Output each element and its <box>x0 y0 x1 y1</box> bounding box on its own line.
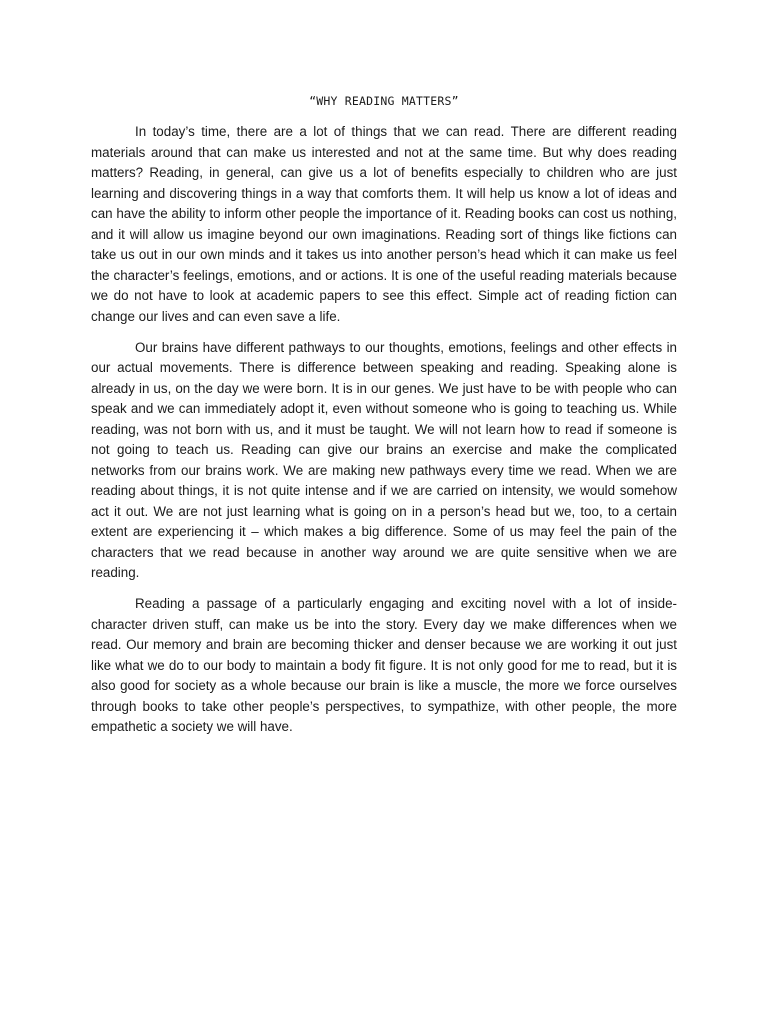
paragraph-1: In today’s time, there are a lot of things that we can read. There are different reading materials around that can make us interested and not at the same time. But why does reading matters? Reading, in general, can give us a lot of benefits especially to children who are just learning and discovering things in a way that comforts them. It will help us know a lot of ideas and can have the ability to inform other people the importance of it. Reading books can cost us nothing, and it will allow us imagine beyond our own imaginations. Reading sort of things like fictions can take us out in our own minds and it takes us into another person’s head which it can make us feel the character’s feelings, emotions, and or actions. It is one of the useful reading materials because we do not have to look at academic papers to see this effect. Simple act of reading fiction can change our lives and can even save a life. <box>91 124 677 324</box>
paragraph-2: Our brains have different pathways to our thoughts, emotions, feelings and other effects in our actual movements. There is difference between speaking and reading. Speaking alone is already in us, on the day we were born. It is in our genes. We just have to be with people who can speak and we can immediately adopt it, even without someone who is going to teaching us. While reading, was not born with us, and it must be taught. We will not learn how to read if someone is not going to teach us. Reading can give our brains an exercise and make the complicated networks from our brains work. We are making new pathways every time we read. When we are reading about things, it is not quite intense and if we are carried on intensity, we would somehow act it out. We are not just learning what is going on in a person’s head but we, too, to a certain extent are experiencing it – which makes a big difference. Some of us may feel the pain of the characters that we read because in another way around we are quite sensitive when we are reading. <box>91 339 677 580</box>
document-title: “WHY READING MATTERS” <box>309 94 459 108</box>
paragraph-3: Reading a passage of a particularly engaging and exciting novel with a lot of inside-character driven stuff, can make us be into the story. Every day we make differences when we read. Our memory and brain are becoming thicker and denser because we are working it out just like what we do to our body to maintain a body fit figure. It is not only good for me to read, but it is also good for society as a whole because our brain is like a muscle, the more we force ourselves through books to take other people’s perspectives, to sympathize, with other people, the more empathetic a society we will have. <box>91 596 677 734</box>
document-body <box>91 122 677 748</box>
